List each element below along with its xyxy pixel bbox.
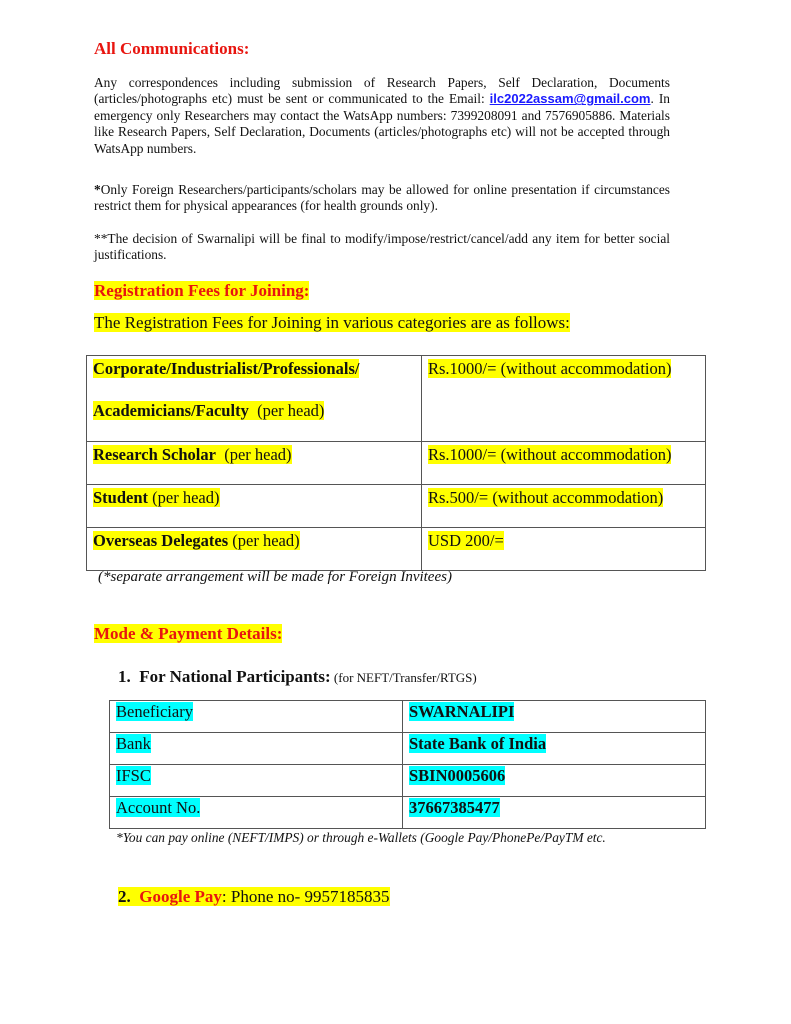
foreign-invitees-note: (*separate arrangement will be made for Foreign Invitees) bbox=[98, 569, 452, 585]
bank-row bbox=[110, 765, 706, 797]
fee-amount: USD 200/= bbox=[428, 531, 504, 550]
per-head-label: (per head) bbox=[148, 488, 220, 507]
fee-amount-cell bbox=[422, 485, 706, 528]
fee-category bbox=[93, 488, 220, 507]
bank-row bbox=[110, 733, 706, 765]
bank-label-cell bbox=[110, 797, 403, 829]
communications-paragraph bbox=[94, 75, 670, 157]
fee-amount-cell bbox=[422, 356, 706, 442]
google-pay-highlight bbox=[118, 887, 390, 906]
bank-value: 37667385477 bbox=[409, 798, 500, 817]
bank-row bbox=[110, 701, 706, 733]
category-name: Student bbox=[93, 488, 149, 507]
category-name: Research Scholar bbox=[93, 445, 216, 464]
google-pay-label: Google Pay bbox=[139, 887, 222, 906]
fee-category-cell bbox=[87, 528, 422, 571]
bank-label: Bank bbox=[116, 734, 151, 753]
per-head-label: (per head) bbox=[248, 401, 325, 420]
bank-value: SBIN0005606 bbox=[409, 766, 506, 785]
fee-row bbox=[87, 485, 706, 528]
google-pay-phone: : Phone no- 9957185835 bbox=[221, 887, 390, 906]
fee-amount-cell bbox=[422, 442, 706, 485]
category-name-2: Academicians/Faculty bbox=[93, 401, 249, 420]
list-number: 1. bbox=[118, 667, 131, 686]
fee-category-cell bbox=[87, 442, 422, 485]
bank-value-cell bbox=[403, 797, 706, 829]
bank-value: State Bank of India bbox=[409, 734, 547, 753]
online-payment-note: *You can pay online (NEFT/IMPS) or through e-Wallets (Google Pay/PhonePe/PayTM etc. bbox=[116, 830, 606, 845]
note-star: * bbox=[94, 182, 101, 197]
per-head-label: (per head) bbox=[228, 531, 300, 550]
fee-amount: Rs.500/= (without accommodation) bbox=[428, 488, 664, 507]
bank-value-cell bbox=[403, 765, 706, 797]
fee-category-cell bbox=[87, 356, 422, 442]
bank-label-cell bbox=[110, 701, 403, 733]
fee-category bbox=[93, 445, 292, 464]
category-name: Overseas Delegates bbox=[93, 531, 229, 550]
registration-heading-text: Registration Fees for Joining: bbox=[94, 281, 310, 300]
foreign-note-text: Only Foreign Researchers/participants/scholars may be allowed for online presentation if circumstances restrict them for physical appearances (for health grounds only). bbox=[94, 182, 670, 214]
fee-row bbox=[87, 356, 706, 442]
bank-label-cell bbox=[110, 733, 403, 765]
google-pay-line bbox=[118, 887, 390, 907]
communications-heading: All Communications: bbox=[94, 39, 250, 58]
registration-fees-table bbox=[86, 355, 706, 571]
foreign-participants-note bbox=[94, 182, 670, 215]
list-number: 2. bbox=[118, 887, 131, 906]
fee-category bbox=[93, 359, 359, 378]
bank-value: SWARNALIPI bbox=[409, 702, 515, 721]
national-title: For National Participants: bbox=[139, 667, 331, 686]
fee-row bbox=[87, 442, 706, 485]
fee-amount: Rs.1000/= (without accommodation) bbox=[428, 359, 672, 378]
communications-text-1: Any correspondences including submission of Research Papers, Self Declaration, Documents (articles/photographs etc) must be sent or communicated to the Email: bbox=[94, 75, 670, 107]
fee-category bbox=[93, 531, 300, 550]
contact-email-link[interactable]: ilc2022assam@gmail.com bbox=[489, 91, 651, 107]
fee-amount-cell bbox=[422, 528, 706, 571]
fee-row bbox=[87, 528, 706, 571]
payment-heading-text: Mode & Payment Details: bbox=[94, 624, 283, 643]
decision-note: **The decision of Swarnalipi will be final to modify/impose/restrict/cancel/add any item for better social justifications. bbox=[94, 231, 670, 263]
bank-row bbox=[110, 797, 706, 829]
bank-value-cell bbox=[403, 733, 706, 765]
registration-heading bbox=[94, 281, 309, 301]
fee-category-line2 bbox=[93, 401, 324, 420]
fee-category-cell bbox=[87, 485, 422, 528]
national-participants-heading bbox=[118, 667, 477, 687]
bank-label: Beneficiary bbox=[116, 702, 193, 721]
registration-intro bbox=[94, 313, 570, 333]
registration-intro-text: The Registration Fees for Joining in various categories are as follows: bbox=[94, 313, 570, 332]
per-head-label: (per head) bbox=[215, 445, 292, 464]
bank-details-table bbox=[109, 700, 706, 829]
communications-text-2: . In emergency only Researchers may contact the WatsApp numbers: 7399208091 and 7576905886. Materials like Research Papers, Self Declaration, Documents (articles/photographs etc) will not be accepted through WatsApp numbers. bbox=[94, 91, 670, 156]
category-name: Corporate/Industrialist/Professionals/ bbox=[93, 359, 360, 378]
payment-heading bbox=[94, 624, 282, 644]
fee-amount: Rs.1000/= (without accommodation) bbox=[428, 445, 672, 464]
bank-label: IFSC bbox=[116, 766, 151, 785]
bank-label: Account No. bbox=[116, 798, 201, 817]
national-subtitle: (for NEFT/Transfer/RTGS) bbox=[330, 670, 477, 685]
bank-value-cell bbox=[403, 701, 706, 733]
bank-label-cell bbox=[110, 765, 403, 797]
